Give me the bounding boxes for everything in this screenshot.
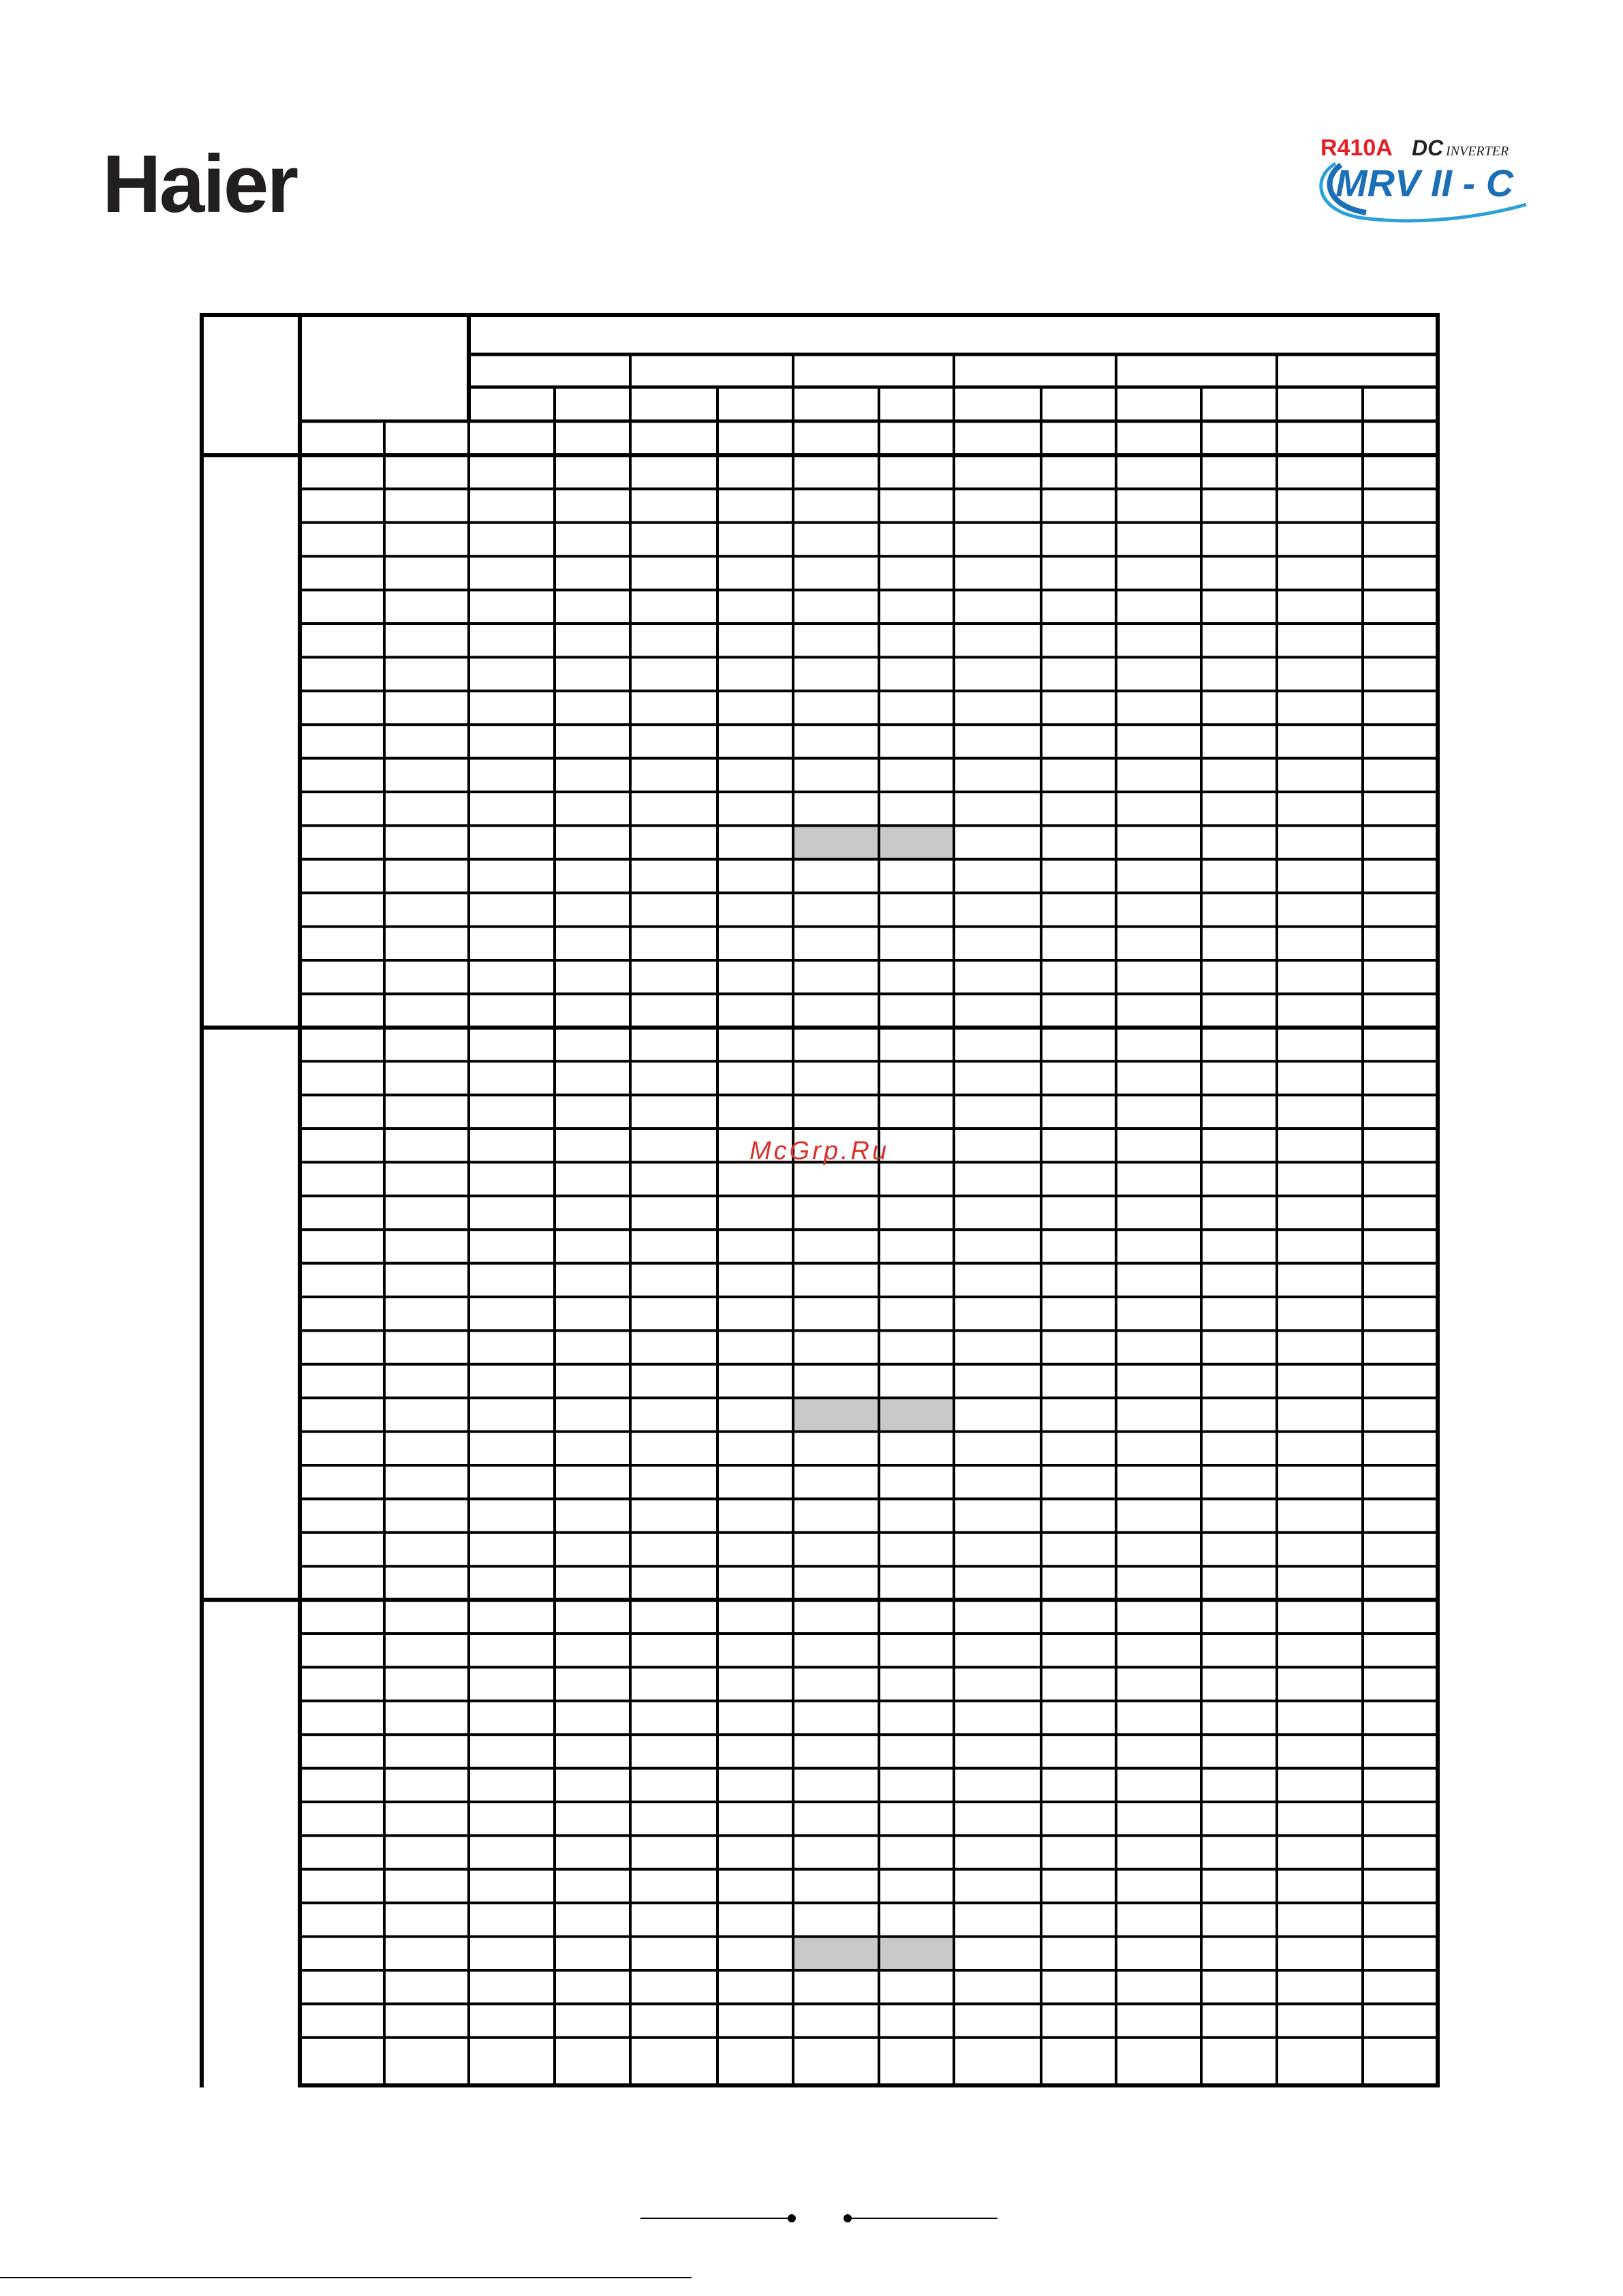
shaded-cell-2	[793, 1937, 954, 1970]
logo-refrigerant-text: R410A	[1320, 135, 1393, 161]
footer-dot-left	[788, 2214, 796, 2222]
logo-inverter-text: INVERTER	[1446, 144, 1509, 159]
logo-series-text: MRV II - C	[1335, 162, 1514, 204]
shaded-cell-1	[793, 1398, 954, 1431]
haier-logo: Haier	[102, 138, 297, 230]
watermark: McGrp.Ru	[749, 1137, 890, 1165]
page-footer	[0, 2174, 1623, 2283]
logo-dc-text: DC	[1412, 136, 1444, 160]
shaded-cell-0	[793, 825, 954, 859]
